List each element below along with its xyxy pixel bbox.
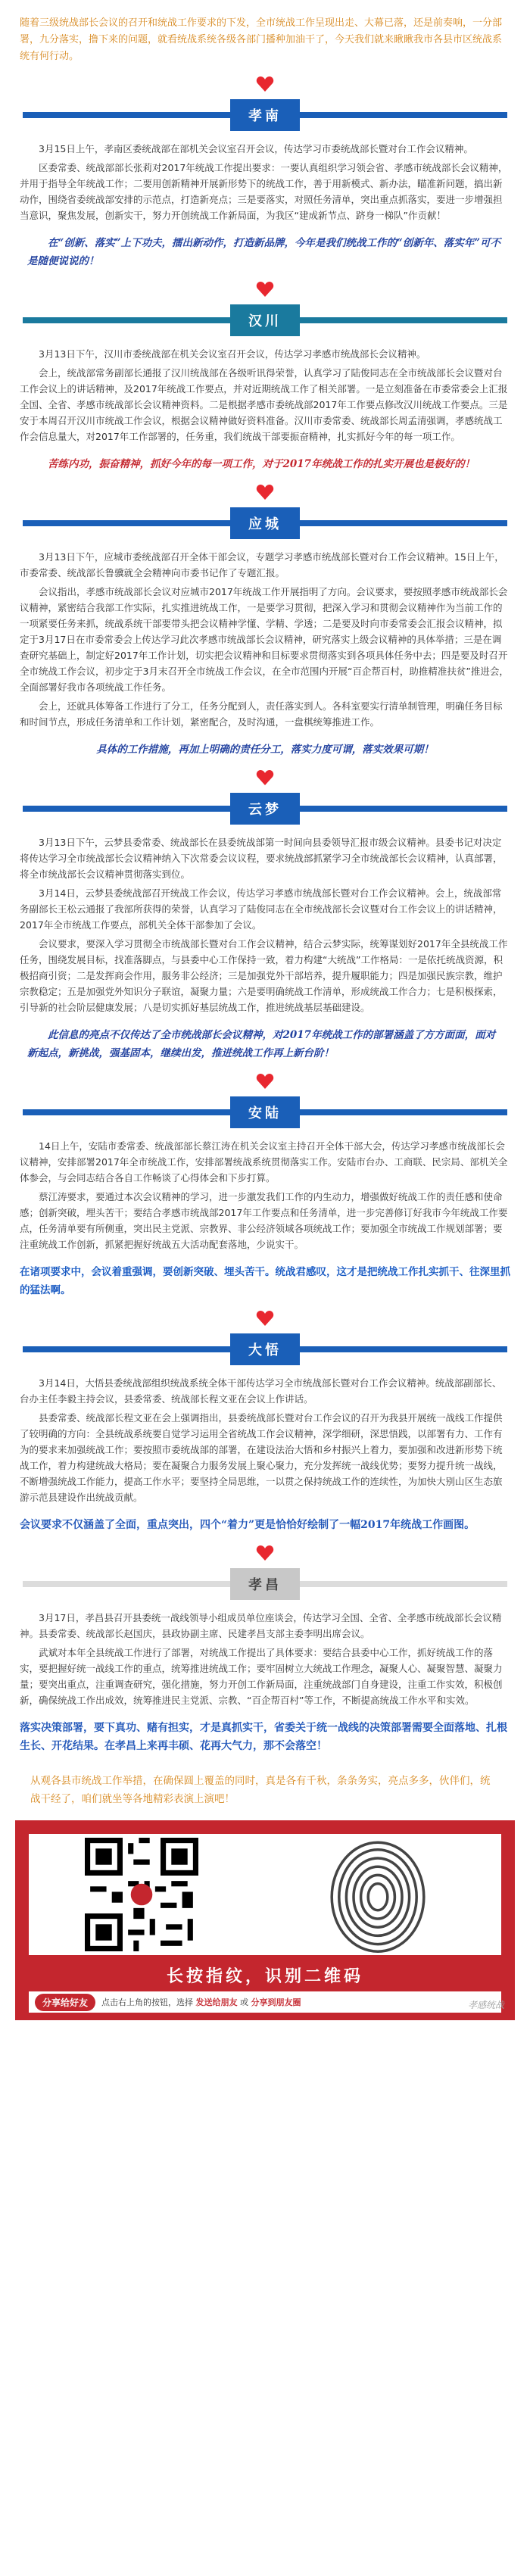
share-instructions — [101, 1996, 301, 2008]
article-page — [0, 15, 530, 2576]
send-to-friend-link[interactable]: 发送给朋友 — [195, 1997, 238, 2007]
paragraph: 县委常委、统战部长程文亚在会上强调指出，县委统战部长暨对台工作会议的召开为我县开展统一战线工作提供了较明确的方向：全县统战系统要自觉学习运用全省统战工作会议精神，深学细研，深思悟践，以部署有力、工作有为的要求来加强统战工作；要按照市委统战部的部署，在建设法治大悟和乡村振兴上着力，要加强和改进新形势下统战工作，着力构建统战大格局；要在凝聚合力服务发展上聚心聚力，充分发挥统一战线优势；要努力提升统一战线，不断增强统战工作能力，提高工作水平；要坚持全局思维，一以贯之保持统战工作的连续性，为加快大别山区生态旅游示范县建设作出统战贡献。 — [20, 1412, 503, 1503]
paragraph: 会上，还就具体筹备工作进行了分工，任务分配到人，责任落实到人。各科室要实行清单制管理，明确任务目标和时间节点，形成任务清单和工作计划，紧密配合，及时沟通，一盘棋统筹推进工作。 — [20, 700, 503, 728]
heart-icon — [256, 484, 274, 501]
paragraph: 3月14日，云梦县委统战部召开统战工作会议，传达学习孝感市统战部长暨对台工作会议精神。会上，统战部常务副部长王松云通报了我部所获得的荣誉，认真学习了陆俊同志在全市统战部长会议暨对台工作会议上的讲话精神，2017年全市统战工作要点，部机关全体干部参加了会议。 — [20, 887, 503, 931]
section-body — [20, 141, 510, 223]
paragraph: 3月13日下午，云梦县委常委、统战部长在县委统战部第一时间向县委领导汇报市级会议精神。县委书记对决定将传达学习全市统战部长会议精神纳入下次常委会议议程，要求统战部抓紧学习全市统战部长会议精神，认真部署，将全市统战部长会议精神贯彻落实到位。 — [20, 837, 503, 880]
section-banner-xiaonan — [23, 97, 507, 133]
qr-code-icon[interactable] — [85, 1838, 198, 1951]
heart-icon — [256, 769, 274, 786]
heart-icon — [256, 1545, 274, 1561]
section-quote: 苦练内功，振奋精神，抓好今年的每一项工作，对于2017年统战工作的扎实开展也是极好的！ — [48, 458, 475, 470]
section-title: 大悟 — [230, 1333, 300, 1365]
section-quote: 会议要求不仅涵盖了全面，重点突出，四个“着力”更是恰恰好绘制了一幅2017年统战工作画图。 — [20, 1519, 475, 1531]
section-quote: 在“创新、落实”上下功夫，擂出新动作，打造新品牌，今年是我们统战工作的“创新年、落实年”可不是随便说说的！ — [27, 237, 501, 267]
closing-text: 从观各县市统战工作举措，在确保圆上覆盖的同时，真是各有千秋，条条务实，亮点多多，伙伴们，统战干经了，咱们就坐等各地精彩表演上演吧！ — [30, 1775, 491, 1805]
share-text-part: 或 — [240, 1997, 249, 2007]
section-title: 孝南 — [230, 99, 300, 131]
qr-inner — [29, 1834, 501, 1955]
heart-icon — [256, 281, 274, 298]
section-banner-anlu — [23, 1094, 507, 1131]
section-quote: 落实决策部署，要下真功、赌有担实，才是真抓实干，省委关于统一战线的决策部署需要全面落地、扎根生长、开花结果。在孝昌上来再丰硕、花再大气力，那不会落空！ — [20, 1722, 507, 1752]
share-text-part: 点击右上角的按钮，选择 — [101, 1997, 194, 2007]
section-quote: 具体的工作措施，再加上明确的责任分工，落实力度可谓，落实效果可期！ — [96, 744, 434, 756]
section-banner-yunmeng — [23, 791, 507, 827]
section-title: 应城 — [230, 507, 300, 539]
section-banner-hanchuan — [23, 302, 507, 338]
section-body — [20, 834, 510, 1015]
section-quote: 此信息的亮点不仅传达了全市统战部长会议精神，对2017年统战工作的部署涵盖了方方面面，面对新起点，新挑战，强基固本，继续出发，推进统战工作再上新台阶！ — [27, 1029, 496, 1059]
paragraph: 3月17日，孝昌县召开县委统一战线领导小组成员单位座谈会，传达学习全国、全省、全孝感市统战部长会议精神。县委常委、统战部长赵国庆，县政协副主席、民建孝昌支部主委李明出席会议。 — [20, 1612, 502, 1639]
share-badge[interactable]: 分享给好友 — [35, 1994, 95, 2011]
section-title: 孝昌 — [230, 1568, 300, 1600]
heart-icon — [256, 76, 274, 92]
paragraph: 区委常委、统战部部长张莉对2017年统战工作提出要求：一要认真组织学习领会省、孝感市统战部长会议精神，并用于指导全年统战工作；二要用创新精神开展新形势下的统战工作，善于用新模式、新办法，瞄准新问题，搞出新动作，围绕省委统战部安排的示范点，打造新亮点；三是要落实，对照任务清单，突出重点抓落实，要进一步增强担当意识，聚焦发展，创新实干，努力开创统战工作新局面，为我区“建成新节点、跻身一梯队”作贡献！ — [20, 162, 508, 221]
fingerprint-icon[interactable] — [310, 1834, 446, 1955]
share-row — [29, 1991, 501, 2013]
section-body — [20, 346, 510, 444]
section-body — [20, 549, 510, 730]
section-body — [20, 1138, 510, 1252]
watermark: 孝感统战 — [467, 2000, 504, 2010]
qr-share-card — [15, 1820, 515, 2020]
paragraph: 3月13日下午，应城市委统战部召开全体干部会议，专题学习孝感市统战部长暨对台工作会议精神。15日上午，市委常委、统战部长鲁骥就全会精神向市委书记作了专题汇报。 — [20, 551, 504, 579]
paragraph: 会议指出，孝感市统战部长会议对应城市2017年统战工作开展指明了方向。会议要求，要按照孝感市统战部长会议精神，紧密结合我部工作实际，扎实推进统战工作，一是要学习贯彻，把深入学习和贯彻会议精神作为当前工作的一项紧要任务来抓，统战系统干部要带头把会议精神学懂、学精、学透；二是要及时向市委常委会汇报会议精神，拟定于3月17日在市委常委会上传达学习此次孝感市统战部长会议精神，研究落实上级会议精神的具体举措；三是在调查研究基础上，制定好2017年工作计划，切实把会议精神和目标要求贯彻落实到各项具体任务中去；四是要及时召开全市统战工作会议，初步定于3月末召开全市统战工作会议，在全市范围内开展“百企帮百村，助推精准扶贫”推进会，全面部署好我市各项统战工作任务。 — [20, 586, 509, 693]
section-title: 安陆 — [230, 1096, 300, 1128]
intro-text: 随着三级统战部长会议的召开和统战工作要求的下发，全市统战工作呈现出走、大幕已落，还是前奏响，一分部署，九分落实，撸下来的问题，就看统战系统各级各部门播种加油干了，今天我们就来瞅瞅我市各县市区统战系统有何行动。 — [20, 17, 503, 62]
section-body — [20, 1375, 510, 1505]
section-title: 汉川 — [230, 304, 300, 336]
section-banner-xiaochang — [23, 1566, 507, 1602]
paragraph: 3月14日，大悟县委统战部组织统战系统全体干部传达学习全市统战部长暨对台工作会议精神。统战部副部长、台办主任李毅主持会议，县委常委、统战部长程文亚在会议上作讲话。 — [20, 1377, 502, 1405]
paragraph: 蔡江涛要求，要通过本次会议精神的学习，进一步激发我们工作的内生动力，增强做好统战工作的责任感和使命感；创新突破，埋头苦干；要结合孝感市统战部2017年工作要点和任务清单，进一步完善修订好我市今年统战工作要点，任务清单要有所侧重，突出民主党派、宗教界、非公经济领域各项统战工作；要加强全市统战工作规划部署；要注重统战工作创新，抓紧把握好统战五大活动配套落地，少说实干。 — [20, 1191, 508, 1250]
paragraph: 会上，统战部常务副部长通报了汉川统战部在各级听讯得荣誉，认真学习了陆俊同志在全市统战部长会议暨对台工作会议上的讲话精神，及2017年统战工作要点，并对近期统战工作了相关部署。一是立刻准备在市委常委会上汇报全国、全省、孝感市统战部长会议精神资料。二是根据孝感市委统战部2017年工作要点修改汉川统战工作要点。三是安于本周召开汉川市统战工作会议，根据会议精神做好资料准备。汉川市委常委、统战部长周孟清强调，孝感统战工作会信息量大，对2017年工作部署的，任务重，我们统战干部要振奋精神，扎实抓好今年的每一项工作。 — [20, 367, 508, 442]
section-title: 云梦 — [230, 793, 300, 825]
paragraph: 会议要求，要深入学习贯彻全市统战部长暨对台工作会议精神，结合云梦实际，统筹谋划好2017年全县统战工作任务，围绕发展目标，找准落脚点，与县委中心工作保持一致，着力构建“大统战”工作格局：一是依托统战资源，积极招商引资；二是发挥商会作用，服务非公经济；三是加强党外干部培养，提升履职能力；四是加强民族宗教，维护宗教稳定；五是加强党外知识分子联谊，凝聚力量；六是要明确统战工作清单，形成统战工作合力；七是积极探索，引导新的社会阶层健康发展；八是切实抓好基层统战工作，推进统战基层基础建设。 — [20, 938, 508, 1013]
heart-icon — [256, 1073, 274, 1090]
section-body — [20, 1610, 510, 1708]
qr-title: 长按指纹，识别二维码 — [166, 1967, 363, 1986]
section-banner-dawu — [23, 1331, 507, 1368]
paragraph: 3月15日上午，孝南区委统战部在部机关会议室召开会议，传达学习市委统战部长暨对台工作会议精神。 — [39, 143, 473, 154]
section-banner-yingcheng — [23, 505, 507, 541]
paragraph: 3月13日下午，汉川市委统战部在机关会议室召开会议，传达学习孝感市统战部长会议精神。 — [39, 348, 426, 360]
heart-icon — [256, 1310, 274, 1327]
share-to-moments-link[interactable]: 分享到朋友圈 — [251, 1997, 301, 2007]
paragraph: 武斌对本年全县统战工作进行了部署，对统战工作提出了具体要求：要结合县委中心工作，抓好统战工作的落实，要把握好统一战线工作的重点，统筹推进统战工作；要牢固树立大统战工作理念，凝聚人心、凝聚智慧、凝聚力量；要突出重点，注重调查研究，强化措施，努力开创工作新局面，注重统战部门自身建设，注重工作实效，积极创新，确保统战工作出成效，统筹推进民主党派、宗教、“百企帮百村”等工作，不断提高统战工作水平和实效。 — [20, 1647, 503, 1706]
paragraph: 14日上午，安陆市委常委、统战部部长蔡江涛在机关会议室主持召开全体干部大会，传达学习孝感市统战部长会议精神，安排部署2017年全市统战工作，安排部署统战系统贯彻落实工作。安陆市台办、工商联、民宗局、部机关全体参会，与会同志结合各自工作畅谈了心得体会和下步打算。 — [20, 1140, 508, 1184]
section-quote: 在诸项要求中，会议着重强调，要创新突破、埋头苦干。统战君感叹，这才是把统战工作扎实抓干、往深里抓的猛法啊。 — [20, 1266, 510, 1296]
